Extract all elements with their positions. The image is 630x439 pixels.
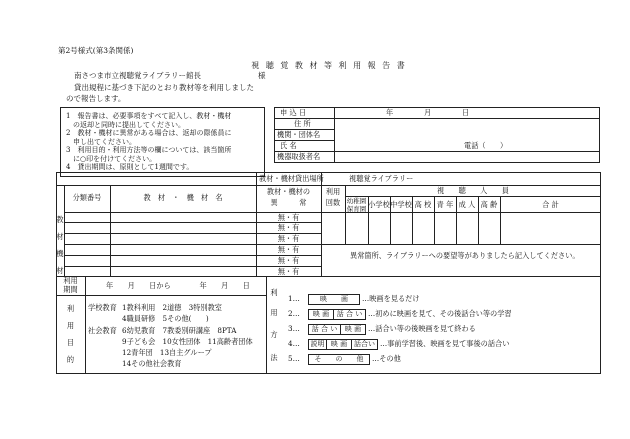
viewer-category: 高 校 (414, 200, 432, 209)
viewer-category: 成 人 (458, 200, 476, 209)
viewer-category: 中学校 (390, 200, 412, 209)
usage-count-header-2: 回数 (325, 198, 341, 207)
viewer-category: 小学校 (368, 200, 390, 209)
form-title: 視 聴 覚 教 材 等 利 用 報 告 書 (251, 61, 407, 70)
method-desc: …話合い等の後映画を見て終わる (368, 324, 476, 333)
addressee-sama: 様 (258, 71, 266, 80)
note-line: 申し出てください。 (66, 137, 136, 146)
handler-label: 機器取扱者名 (277, 152, 321, 161)
purpose-label-char: 用 (66, 321, 75, 330)
method-box: 映 画 (308, 309, 334, 320)
phone-field: 電話（ ） (464, 141, 508, 150)
notes-list (66, 112, 231, 172)
category-number-header: 分類番号 (72, 193, 102, 202)
method-box: 映 画 (308, 294, 360, 305)
kinder-header-2: 保育園 (346, 205, 367, 213)
social-label: 社会教育 (88, 326, 117, 335)
viewer-category: 高 齢 (480, 200, 498, 209)
method-box: 映 画 (326, 339, 352, 350)
org-label: 機関・団体名 (277, 130, 321, 139)
purpose-label-char: 利 (66, 304, 75, 313)
method-box: 話合い (351, 339, 378, 350)
school-option: 1教科利用 2道徳 3特別教室 (122, 303, 222, 312)
method-no: 2… (288, 309, 300, 318)
condition-cell: 無・有 (277, 223, 300, 232)
name-label: 氏 名 (280, 141, 297, 150)
library-label: 視聴覚ライブラリー (349, 174, 414, 183)
condition-cell: 無・有 (277, 213, 300, 222)
method-no: 5… (288, 354, 300, 363)
period-value: 年 月 日から 年 月 日 (106, 281, 250, 290)
date-year: 年 (386, 108, 394, 117)
side-label: 教 (56, 215, 64, 224)
method-no: 4… (288, 339, 300, 348)
method-box: そ の 他 (308, 354, 370, 365)
side-label: 材 (56, 266, 64, 275)
note-line: の返却と同時に提出してください。 (66, 120, 185, 129)
remarks-text: 異常箇所、ライブラリーへの要望等がありましたら記入してください。 (350, 251, 580, 260)
school-label: 学校教育 (88, 303, 117, 312)
note-line: 1 報告書は、必要事項をすべて記入し、教材・機材 (66, 112, 232, 120)
method-label-char: 法 (270, 353, 278, 362)
method-no: 3… (288, 324, 300, 333)
method-box: 説明 (308, 339, 327, 350)
form-number: 第2号様式(第3条関係) (58, 46, 134, 55)
lending-place-label: 教材・機材貸出場所 (259, 174, 324, 183)
note-line: 4 貸出期間は、原則として1週間です。 (66, 163, 194, 171)
method-label-char: 方 (270, 330, 278, 339)
kinder-header-1: 幼稚園 (346, 197, 367, 205)
period-label-2: 期間 (63, 285, 78, 294)
date-day: 日 (462, 108, 470, 117)
method-desc: …事前学習後、映画を見て事後の話合い (380, 339, 510, 348)
side-label: 機 (56, 249, 64, 258)
intro-text-2: ので報告します。 (66, 94, 126, 103)
method-box: 映 画 (340, 324, 366, 335)
condition-cell: 無・有 (277, 256, 300, 265)
social-option: 6幼児教育 7教委別研講座 8PTA (122, 326, 237, 335)
method-desc: …映画を見るだけ (362, 294, 420, 303)
address-label: 住 所 (294, 119, 311, 128)
condition-cell: 無・有 (277, 267, 300, 276)
method-desc: …その他 (372, 354, 401, 363)
method-box: 話 合 い (308, 324, 341, 335)
intro-text-1: 貸出規程に基づき下記のとおり教材等を利用しました (74, 83, 254, 92)
period-label-1: 利用 (63, 276, 78, 285)
viewer-category: 合 計 (542, 200, 559, 209)
condition-header-1: 教材・機材の (266, 187, 311, 196)
addressee: 南さつま市立視聴覚ライブラリー館長 (74, 71, 202, 80)
social-option: 9子ども会 10女性団体 11高齢者団体 (122, 337, 253, 346)
purpose-label-char: 目 (66, 338, 75, 347)
date-month: 月 (424, 108, 432, 117)
method-label-char: 利 (270, 288, 278, 297)
method-box: 話 合 い (333, 309, 366, 320)
date-label: 申 込 日 (280, 108, 307, 117)
condition-cell: 無・有 (277, 245, 300, 254)
viewer-category: 青 年 (436, 200, 454, 209)
side-label: 材 (56, 232, 64, 241)
condition-header-2: 異 常 (270, 198, 307, 207)
method-no: 1… (288, 294, 300, 303)
material-name-header: 教 材 ・ 機 材 名 (143, 193, 223, 202)
condition-cell: 無・有 (277, 234, 300, 243)
method-label-char: 用 (270, 308, 278, 317)
viewers-header: 視 聴 人 員 (437, 186, 509, 195)
applicant-table (274, 107, 600, 163)
social-option: 14その他社会教育 (122, 359, 182, 368)
purpose-label-char: 的 (66, 355, 75, 364)
note-line: に○印を付けてください。 (66, 154, 157, 163)
note-line: 2 教材・機材に異常がある場合は、返却の際係員に (66, 129, 232, 137)
usage-count-header-1: 利用 (325, 187, 341, 196)
school-option: 4職員研修 5その他( ) (122, 314, 209, 323)
method-desc: …初めに映画を見て、その後話合い等の学習 (368, 309, 512, 318)
note-line: 3 利用目的・利用方法等の欄については、該当箇所 (66, 146, 232, 154)
social-option: 12青年団 13自主グループ (122, 348, 212, 357)
